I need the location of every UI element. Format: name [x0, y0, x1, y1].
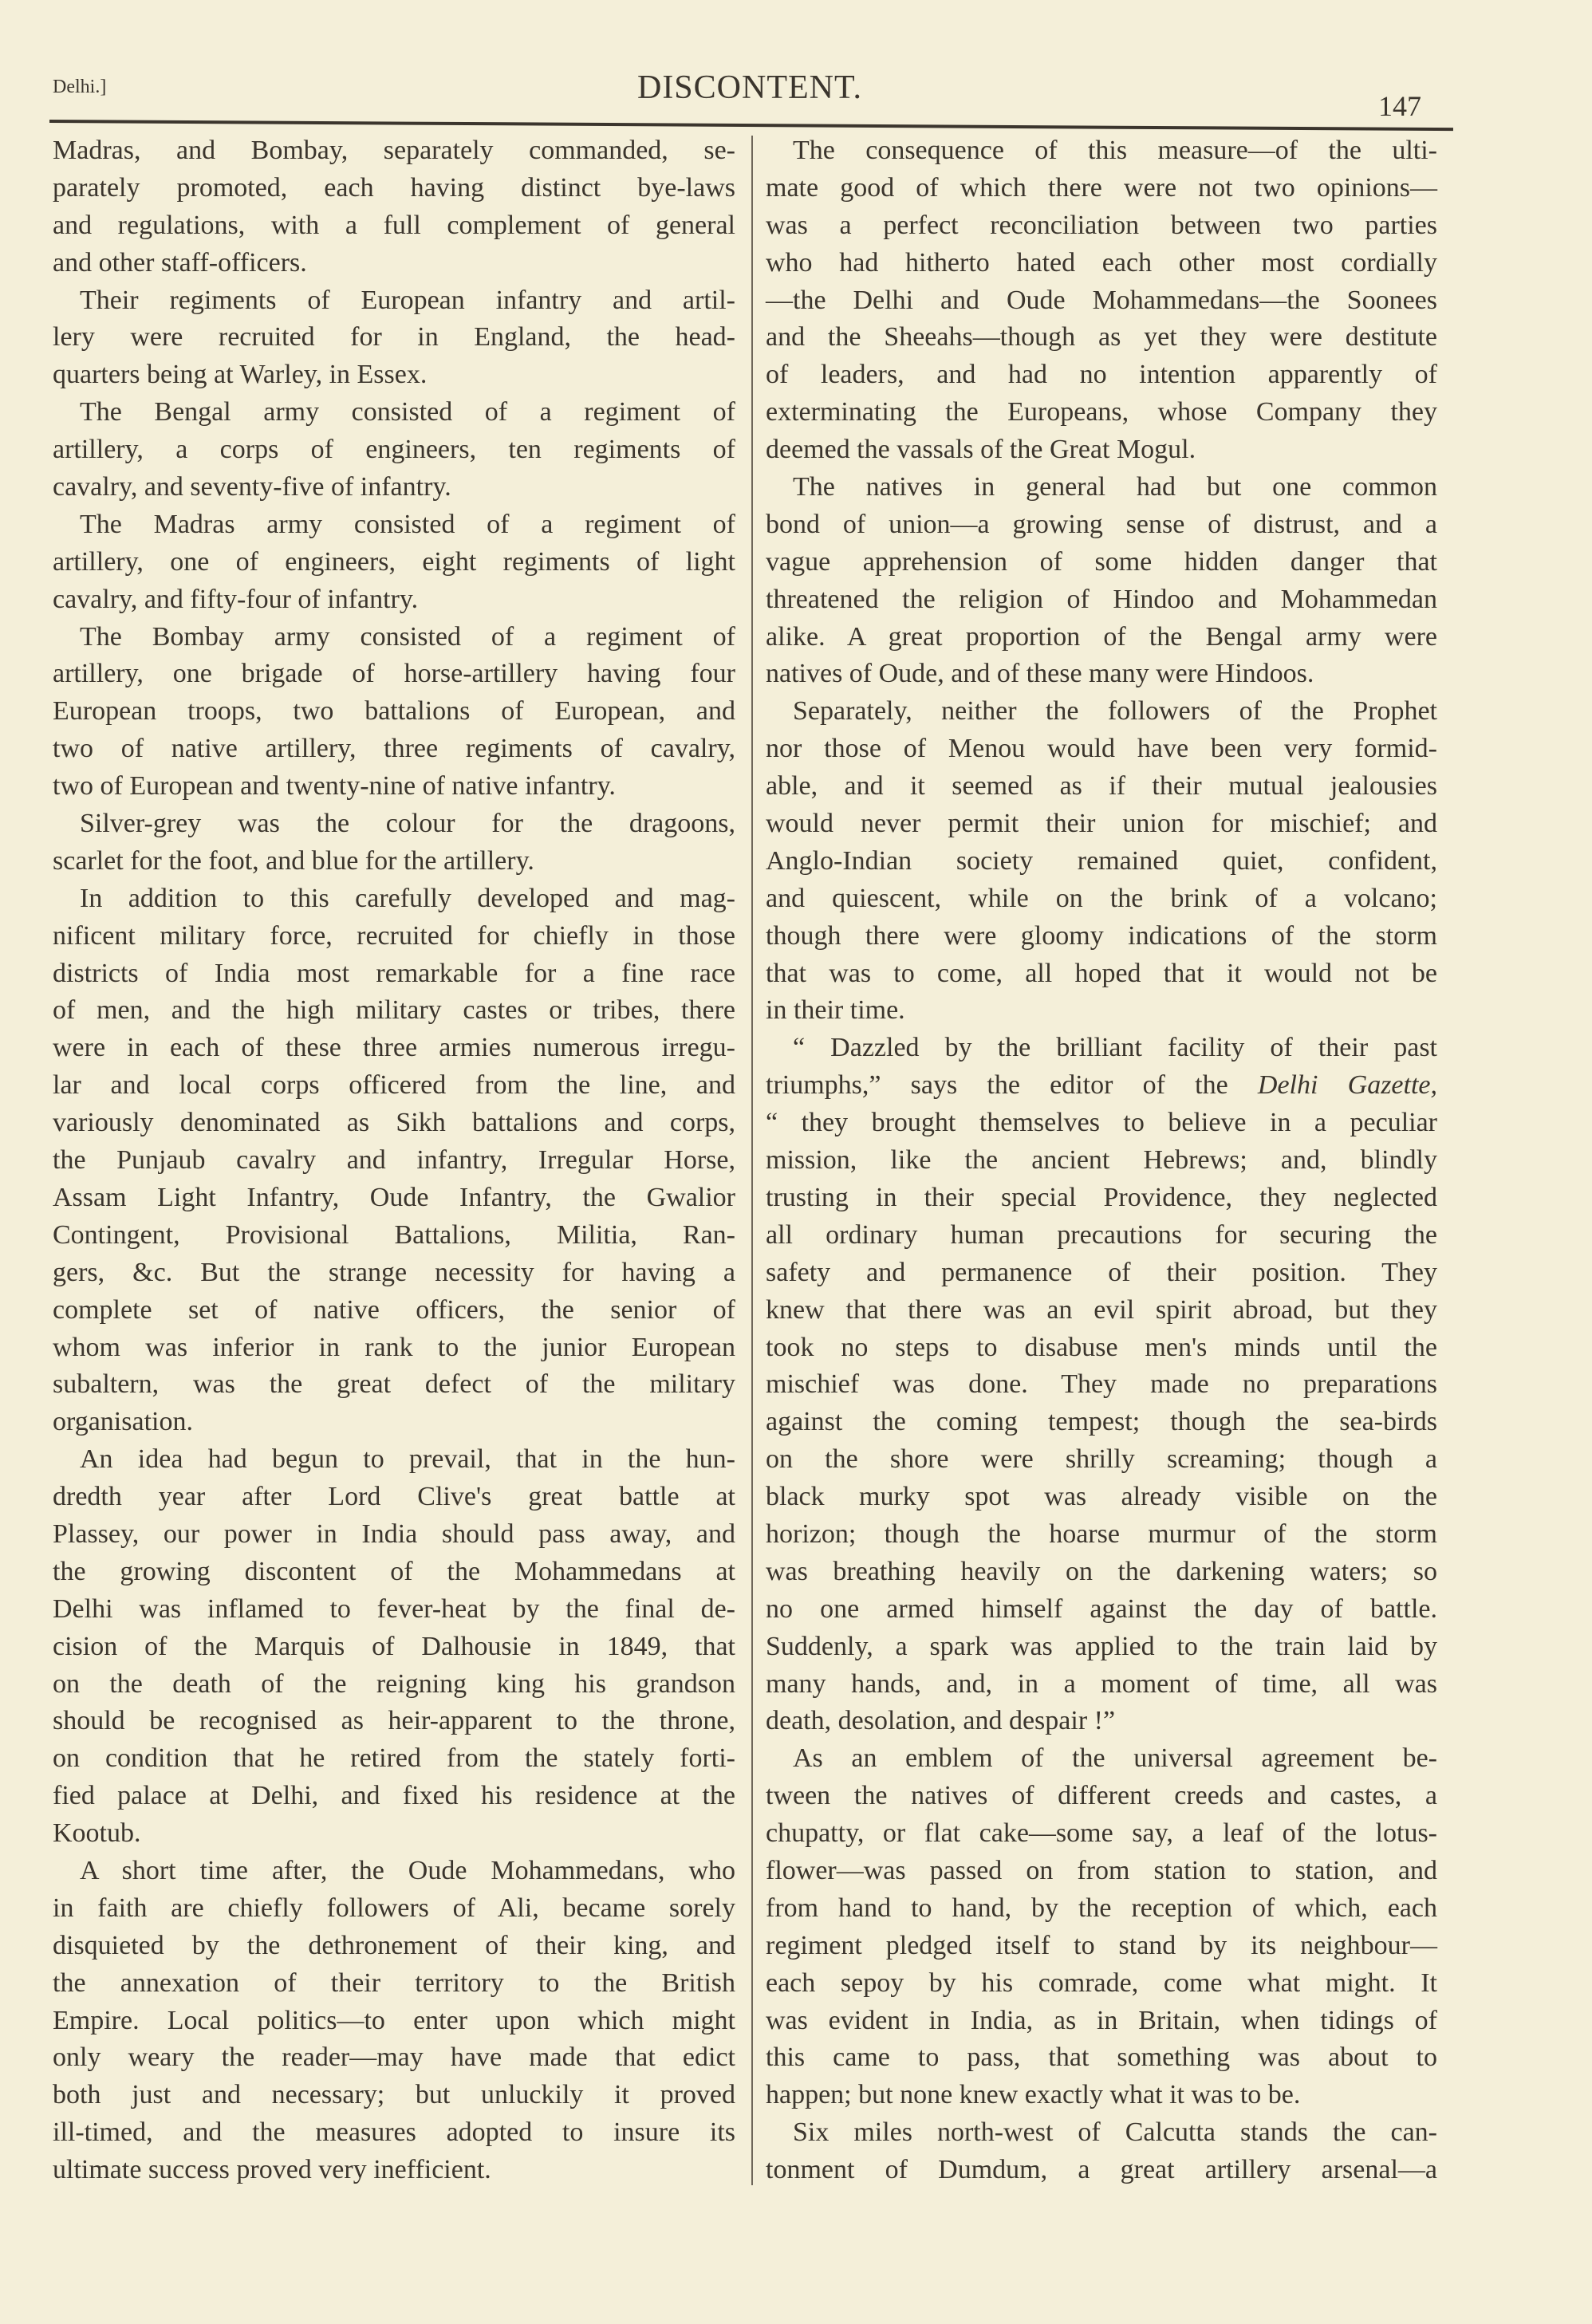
- paragraph: [53, 619, 735, 806]
- text-line: mate good of which there were not two opinions—: [766, 172, 1437, 203]
- text-line: An idea had begun to prevail, that in the hun-: [80, 1444, 735, 1475]
- text-line: parately promoted, each having distinct bye-laws: [53, 172, 735, 203]
- text-line: Madras, and Bombay, separately commanded, se-: [53, 136, 735, 165]
- paragraph: [53, 806, 735, 880]
- text-line: the Punjaub cavalry and infantry, Irregular Horse,: [53, 1145, 735, 1176]
- text-line: Contingent, Provisional Battalions, Militia, Ran-: [53, 1219, 735, 1250]
- text-line: The Madras army consisted of a regiment of: [80, 509, 735, 539]
- text-line: and the Sheeahs—though as yet they were destitute: [766, 322, 1437, 353]
- text-line: would never permit their union for mischief; and: [766, 809, 1437, 839]
- text-line: on condition that he retired from the stately forti-: [53, 1743, 735, 1774]
- text-line: artillery, one brigade of horse-artillery having four: [53, 659, 735, 689]
- text-line: Plassey, our power in India should pass away, and: [53, 1518, 735, 1549]
- header-rule: [49, 120, 1453, 131]
- text-line: two of native artillery, three regiments of cavalry,: [53, 734, 735, 764]
- text-line: Six miles north-west of Calcutta stands the can-: [793, 2117, 1437, 2148]
- text-line: The natives in general had but one common: [793, 472, 1437, 502]
- text-line: happen; but none knew exactly what it was to be.: [766, 2080, 1301, 2110]
- paragraph: [53, 880, 735, 1441]
- text-line: artillery, a corps of engineers, ten regiments of: [53, 435, 735, 465]
- text-line: many hands, and, in a moment of time, all was: [766, 1668, 1437, 1699]
- paragraph: [766, 469, 1437, 693]
- text-line: of men, and the high military castes or tribes, there: [53, 995, 735, 1026]
- text-line: the annexation of their territory to the British: [53, 1968, 735, 1998]
- paragraph: [53, 506, 735, 619]
- text-line: only weary the reader—may have made that edict: [53, 2042, 735, 2073]
- text-line: quarters being at Warley, in Essex.: [53, 360, 428, 390]
- text-line: subaltern, was the great defect of the military: [53, 1369, 735, 1400]
- text-line: both just and necessary; but unluckily it proved: [53, 2080, 735, 2110]
- text-line: artillery, one of engineers, eight regiments of light: [53, 546, 735, 577]
- text-line: nificent military force, recruited for chiefly in those: [53, 920, 735, 951]
- paragraph: [53, 1441, 735, 1853]
- text-line: trusting in their special Providence, they neglected: [766, 1182, 1437, 1212]
- text-line: The consequence of this measure—of the ulti-: [793, 136, 1437, 165]
- paragraph: [766, 132, 1437, 469]
- text-line: all ordinary human precautions for securing the: [766, 1219, 1437, 1250]
- text-line: mission, like the ancient Hebrews; and, blindly: [766, 1145, 1437, 1176]
- text-line: was breathing heavily on the darkening waters; so: [766, 1556, 1437, 1586]
- text-line: tonment of Dumdum, a great artillery arsenal—a: [766, 2155, 1437, 2185]
- text-line: A short time after, the Oude Mohammedans, who: [80, 1855, 735, 1885]
- text-line: this came to pass, that something was about to: [766, 2042, 1437, 2073]
- text-line: ill-timed, and the measures adopted to insure its: [53, 2117, 735, 2148]
- text-line: Silver-grey was the colour for the dragoons,: [80, 809, 735, 839]
- text-line: should be recognised as heir-apparent to the throne,: [53, 1706, 735, 1736]
- text-line: of leaders, and had no intention apparently of: [766, 360, 1437, 390]
- text-line: was evident in India, as in Britain, when tidings of: [766, 2005, 1437, 2035]
- text-line: was a perfect reconciliation between two parties: [766, 210, 1437, 240]
- right-column: [766, 132, 1437, 2189]
- column-divider: [751, 136, 753, 2185]
- text-line: Assam Light Infantry, Oude Infantry, the Gwalior: [53, 1182, 735, 1212]
- text-line: horizon; though the hoarse murmur of the storm: [766, 1518, 1437, 1549]
- text-line: safety and permanence of their position. They: [766, 1257, 1437, 1287]
- text-line: vague apprehension of some hidden danger that: [766, 546, 1437, 577]
- text-line: disquieted by the dethronement of their king, and: [53, 1930, 735, 1960]
- paragraph: [766, 1030, 1437, 1740]
- text-line: that was to come, all hoped that it would not be: [766, 958, 1437, 988]
- text-line: whom was inferior in rank to the junior European: [53, 1332, 735, 1362]
- text-line: scarlet for the foot, and blue for the artillery.: [53, 845, 534, 876]
- text-line: dredth year after Lord Clive's great battle at: [53, 1482, 735, 1512]
- text-line: the growing discontent of the Mohammedans at: [53, 1556, 735, 1586]
- text-line: [766, 1067, 1437, 1105]
- text-line: black murky spot was already visible on the: [766, 1482, 1437, 1512]
- text-line: deemed the vassals of the Great Mogul.: [766, 435, 1196, 465]
- text-line: tween the natives of different creeds and castes, a: [766, 1781, 1437, 1811]
- text-line: death, desolation, and despair !”: [766, 1706, 1116, 1736]
- running-head-left: Delhi.]: [53, 77, 107, 97]
- text-line: and regulations, with a full complement of general: [53, 210, 735, 240]
- text-line: Empire. Local politics—to enter upon which might: [53, 2005, 735, 2035]
- text-line: exterminating the Europeans, whose Company they: [766, 397, 1437, 427]
- text-line: two of European and twenty-nine of native infantry.: [53, 771, 616, 802]
- text-line: against the coming tempest; though the sea-birds: [766, 1407, 1437, 1437]
- left-column: [53, 132, 735, 2189]
- text-line: —the Delhi and Oude Mohammedans—the Soonees: [766, 285, 1437, 315]
- text-line: lery were recruited for in England, the head-: [53, 322, 735, 353]
- text-line: Separately, neither the followers of the Prophet: [793, 696, 1437, 727]
- text-line: “ Dazzled by the brilliant facility of their past: [793, 1033, 1437, 1063]
- text-line: In addition to this carefully developed and mag-: [80, 883, 735, 913]
- text-line: organisation.: [53, 1407, 193, 1437]
- text-line: Kootub.: [53, 1818, 141, 1849]
- text-line: were in each of these three armies numerous irregu-: [53, 1033, 735, 1063]
- text-line: and quiescent, while on the brink of a volcano;: [766, 883, 1437, 913]
- text-line: chupatty, or flat cake—some say, a leaf of the lotus-: [766, 1818, 1437, 1849]
- text-line: mischief was done. They made no preparations: [766, 1369, 1437, 1400]
- text-line: knew that there was an evil spirit abroad, but they: [766, 1294, 1437, 1325]
- text-line: cision of the Marquis of Dalhousie in 1849, that: [53, 1631, 735, 1661]
- paragraph: [53, 1853, 735, 2189]
- text-line: on the death of the reigning king his grandson: [53, 1668, 735, 1699]
- page-number: 147: [1378, 90, 1421, 122]
- text-line: gers, &c. But the strange necessity for having a: [53, 1257, 735, 1287]
- text-line: complete set of native officers, the senior of: [53, 1294, 735, 1325]
- text-line: Their regiments of European infantry and artil-: [80, 285, 735, 315]
- text-line: each sepoy by his comrade, come what might. It: [766, 1968, 1437, 1998]
- text-line: The Bengal army consisted of a regiment of: [80, 397, 735, 427]
- text-line: and other staff-officers.: [53, 247, 307, 278]
- text-line: threatened the religion of Hindoo and Mohammedan: [766, 584, 1437, 614]
- text-line: bond of union—a growing sense of distrust, and a: [766, 509, 1437, 539]
- paragraph: [766, 2114, 1437, 2189]
- text-line: on the shore were shrilly screaming; though a: [766, 1444, 1437, 1475]
- text-line: who had hitherto hated each other most cordially: [766, 247, 1437, 278]
- text-line: flower—was passed on from station to station, and: [766, 1855, 1437, 1885]
- italic-text: Delhi Gazette,: [1257, 1070, 1437, 1101]
- text-line: regiment pledged itself to stand by its neighbour—: [766, 1930, 1437, 1960]
- text-line: lar and local corps officered from the line, and: [53, 1070, 735, 1101]
- text-line: able, and it seemed as if their mutual jealousies: [766, 771, 1437, 802]
- text-line: Suddenly, a spark was applied to the train laid by: [766, 1631, 1437, 1661]
- paragraph: [766, 693, 1437, 1030]
- text-line: cavalry, and fifty-four of infantry.: [53, 584, 419, 614]
- text-line: fied palace at Delhi, and fixed his residence at the: [53, 1781, 735, 1811]
- text-line: The Bombay army consisted of a regiment of: [80, 621, 735, 652]
- paragraph: [53, 282, 735, 395]
- text-line: As an emblem of the universal agreement be-: [793, 1743, 1437, 1774]
- text-line: natives of Oude, and of these many were Hindoos.: [766, 659, 1314, 689]
- text-line: districts of India most remarkable for a fine race: [53, 958, 735, 988]
- paragraph: [53, 132, 735, 282]
- text-segment: triumphs,” says the editor of the: [766, 1070, 1258, 1101]
- text-line: took no steps to disabuse men's minds until the: [766, 1332, 1437, 1362]
- text-line: in their time.: [766, 995, 905, 1026]
- text-line: from hand to hand, by the reception of which, each: [766, 1893, 1437, 1923]
- paragraph: [53, 394, 735, 506]
- page-title: DISCONTENT.: [636, 69, 863, 106]
- text-line: “ they brought themselves to believe in a peculiar: [766, 1108, 1437, 1138]
- text-line: alike. A great proportion of the Bengal army were: [766, 621, 1437, 652]
- text-line: in faith are chiefly followers of Ali, became sorely: [53, 1893, 735, 1923]
- text-line: though there were gloomy indications of the storm: [766, 920, 1437, 951]
- text-line: no one armed himself against the day of battle.: [766, 1593, 1437, 1624]
- text-line: Delhi was inflamed to fever-heat by the final de-: [53, 1593, 735, 1624]
- text-line: cavalry, and seventy-five of infantry.: [53, 472, 451, 502]
- text-line: European troops, two battalions of European, and: [53, 696, 735, 727]
- text-line: nor those of Menou would have been very formid-: [766, 734, 1437, 764]
- text-line: variously denominated as Sikh battalions and corps,: [53, 1108, 735, 1138]
- text-line: ultimate success proved very inefficient.: [53, 2155, 491, 2185]
- paragraph: [766, 1740, 1437, 2114]
- text-line: Anglo-Indian society remained quiet, confident,: [766, 845, 1437, 876]
